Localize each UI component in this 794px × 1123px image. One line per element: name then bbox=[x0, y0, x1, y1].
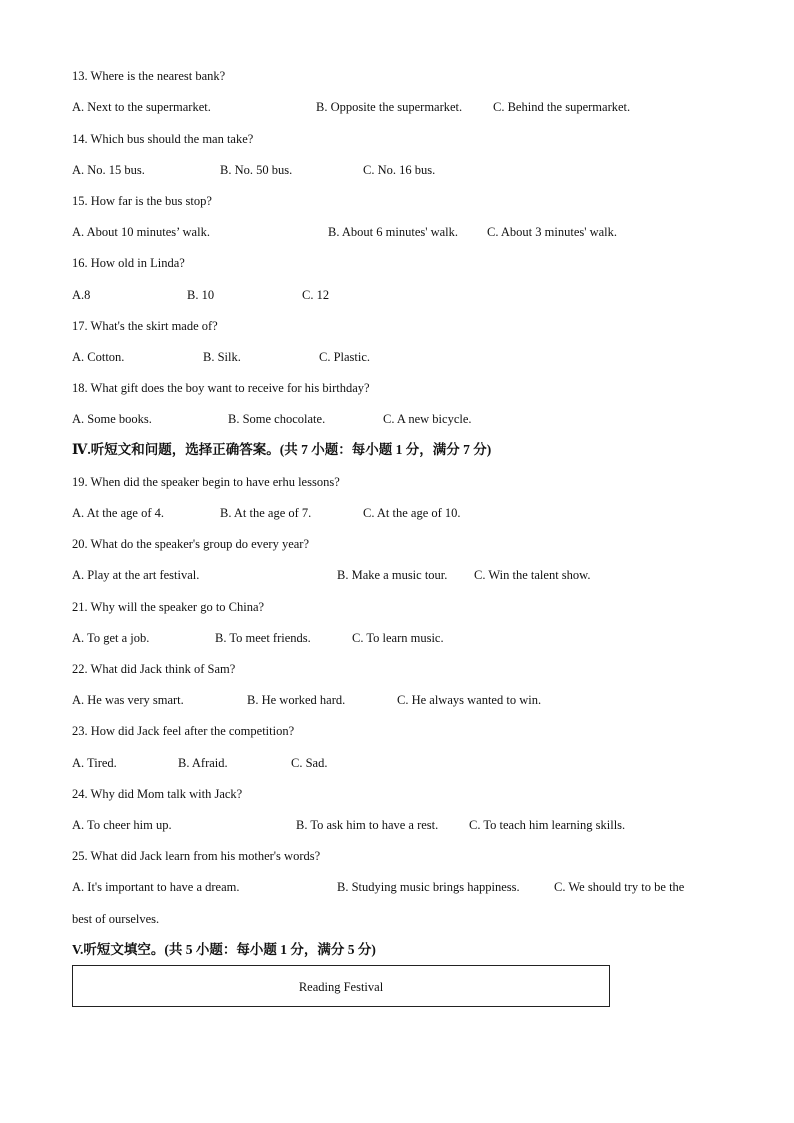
q21-option-b: B. To meet friends. bbox=[215, 631, 311, 645]
q14-option-c: C. No. 16 bus. bbox=[363, 163, 436, 177]
section-4-heading: Ⅳ.听短文和问题，选择正确答案。(共 7 小题：每小题 1 分，满分 7 分) bbox=[72, 442, 492, 457]
q22-option-b: B. He worked hard. bbox=[247, 693, 346, 707]
q20-option-b: B. Make a music tour. bbox=[337, 568, 448, 582]
question-25: 25. What did Jack learn from his mother's words? bbox=[72, 849, 321, 863]
q22-option-c: C. He always wanted to win. bbox=[397, 693, 542, 707]
q13-option-b: B. Opposite the supermarket. bbox=[316, 100, 463, 114]
q16-option-a: A.8 bbox=[72, 288, 91, 302]
q24-option-b: B. To ask him to have a rest. bbox=[296, 818, 439, 832]
q17-option-c: C. Plastic. bbox=[319, 350, 371, 364]
q20-option-a: A. Play at the art festival. bbox=[72, 568, 200, 582]
q25-option-c: C. We should try to be the bbox=[554, 880, 685, 894]
q14-option-b: B. No. 50 bus. bbox=[220, 163, 293, 177]
q19-option-c: C. At the age of 10. bbox=[363, 506, 461, 520]
q16-option-b: B. 10 bbox=[187, 288, 215, 302]
q18-option-a: A. Some books. bbox=[72, 412, 152, 426]
table-title: Reading Festival bbox=[298, 980, 384, 994]
q16-option-c: C. 12 bbox=[302, 288, 330, 302]
question-13: 13. Where is the nearest bank? bbox=[72, 69, 226, 83]
section-5-heading: V.听短文填空。(共 5 小题：每小题 1 分，满分 5 分) bbox=[72, 942, 376, 957]
q14-option-a: A. No. 15 bus. bbox=[72, 163, 145, 177]
question-22: 22. What did Jack think of Sam? bbox=[72, 662, 236, 676]
q13-option-a: A. Next to the supermarket. bbox=[72, 100, 211, 114]
question-16: 16. How old in Linda? bbox=[72, 256, 185, 270]
question-18: 18. What gift does the boy want to receive for his birthday? bbox=[72, 381, 370, 395]
q24-option-a: A. To cheer him up. bbox=[72, 818, 172, 832]
question-17: 17. What's the skirt made of? bbox=[72, 319, 218, 333]
q19-option-b: B. At the age of 7. bbox=[220, 506, 312, 520]
q15-option-a: A. About 10 minutes’ walk. bbox=[72, 225, 210, 239]
question-20: 20. What do the speaker's group do every year? bbox=[72, 537, 310, 551]
question-15: 15. How far is the bus stop? bbox=[72, 194, 212, 208]
q15-option-c: C. About 3 minutes' walk. bbox=[487, 225, 618, 239]
q22-option-a: A. He was very smart. bbox=[72, 693, 184, 707]
q23-option-a: A. Tired. bbox=[72, 756, 117, 770]
q20-option-c: C. Win the talent show. bbox=[474, 568, 591, 582]
q18-option-b: B. Some chocolate. bbox=[228, 412, 326, 426]
question-14: 14. Which bus should the man take? bbox=[72, 132, 254, 146]
q23-option-c: C. Sad. bbox=[291, 756, 328, 770]
question-24: 24. Why did Mom talk with Jack? bbox=[72, 787, 243, 801]
q21-option-c: C. To learn music. bbox=[352, 631, 444, 645]
reading-festival-table bbox=[72, 965, 610, 1007]
q15-option-b: B. About 6 minutes' walk. bbox=[328, 225, 459, 239]
q25-option-b: B. Studying music brings happiness. bbox=[337, 880, 520, 894]
q13-option-c: C. Behind the supermarket. bbox=[493, 100, 631, 114]
q23-option-b: B. Afraid. bbox=[178, 756, 228, 770]
q17-option-a: A. Cotton. bbox=[72, 350, 125, 364]
question-23: 23. How did Jack feel after the competition? bbox=[72, 724, 295, 738]
q24-option-c: C. To teach him learning skills. bbox=[469, 818, 626, 832]
q21-option-a: A. To get a job. bbox=[72, 631, 150, 645]
q25-option-a: A. It's important to have a dream. bbox=[72, 880, 240, 894]
q18-option-c: C. A new bicycle. bbox=[383, 412, 472, 426]
q25-option-c-continuation: best of ourselves. bbox=[72, 912, 160, 926]
question-19: 19. When did the speaker begin to have erhu lessons? bbox=[72, 475, 340, 489]
q19-option-a: A. At the age of 4. bbox=[72, 506, 164, 520]
question-21: 21. Why will the speaker go to China? bbox=[72, 600, 265, 614]
q17-option-b: B. Silk. bbox=[203, 350, 241, 364]
